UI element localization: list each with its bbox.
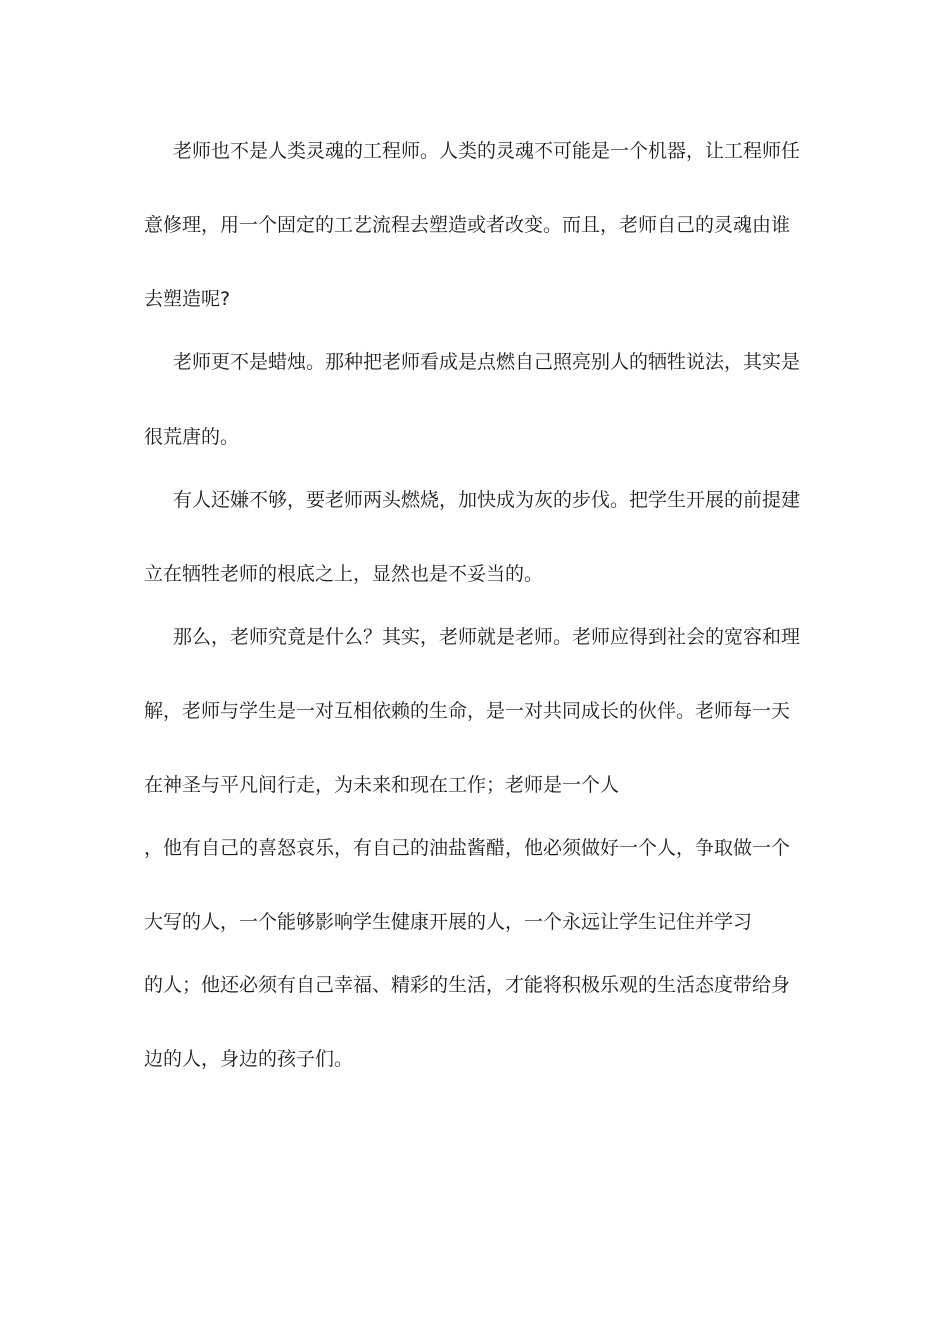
paragraph-1-line-1: 老师也不是人类灵魂的工程师。人类的灵魂不可能是一个机器，让工程师任 — [173, 140, 801, 162]
paragraph-4-line-4: ，他有自己的喜怒哀乐，有自己的油盐酱醋，他必须做好一个人，争取做一个 — [144, 837, 791, 859]
paragraph-2-line-1: 老师更不是蜡烛。那种把老师看成是点燃自己照亮别人的牺牲说法，其实是 — [173, 351, 801, 373]
paragraph-3-line-2: 立在牺牲老师的根底之上，显然也是不妥当的。 — [144, 563, 544, 585]
paragraph-4-line-5: 大写的人，一个能够影响学生健康开展的人，一个永远让学生记住并学习 — [144, 911, 753, 933]
paragraph-4-line-7: 边的人，身边的孩子们。 — [144, 1048, 354, 1070]
paragraph-4-line-1: 那么，老师究竟是什么？其实，老师就是老师。老师应得到社会的宽容和理 — [173, 626, 801, 648]
paragraph-4-line-2: 解，老师与学生是一对互相依赖的生命，是一对共同成长的伙伴。老师每一天 — [144, 700, 791, 722]
paragraph-3-line-1: 有人还嫌不够，要老师两头燃烧，加快成为灰的步伐。把学生开展的前提建 — [173, 489, 801, 511]
paragraph-1-line-3: 去塑造呢? — [144, 288, 231, 310]
paragraph-4-line-3: 在神圣与平凡间行走，为未来和现在工作；老师是一个人 — [144, 774, 620, 796]
paragraph-1-line-2: 意修理，用一个固定的工艺流程去塑造或者改变。而且，老师自己的灵魂由谁 — [144, 214, 791, 236]
paragraph-4-line-6: 的人；他还必须有自己幸福、精彩的生活，才能将积极乐观的生活态度带给身 — [144, 974, 791, 996]
paragraph-2-line-2: 很荒唐的。 — [144, 426, 240, 448]
